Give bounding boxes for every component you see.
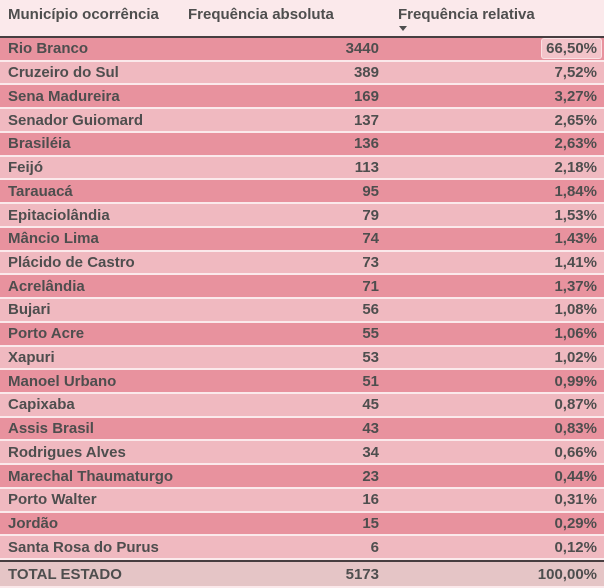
column-header-municipio-label: Município ocorrência — [8, 6, 159, 23]
cell-frequencia-relativa[interactable] — [381, 255, 604, 270]
cell-frequencia-absoluta[interactable]: 16 — [362, 491, 379, 509]
column-header-frequencia-relativa-label: Frequência relativa — [398, 6, 535, 23]
cell-frequencia-relativa-value[interactable]: 1,08% — [554, 301, 597, 319]
cell-municipio[interactable]: Porto Walter — [8, 491, 97, 509]
column-header-frequencia-relativa[interactable] — [381, 6, 604, 31]
cell-frequencia-relativa-value[interactable]: 2,63% — [554, 135, 597, 153]
cell-municipio[interactable]: Marechal Thaumaturgo — [8, 467, 174, 485]
table-row[interactable] — [0, 109, 604, 131]
cell-frequencia-relativa[interactable] — [381, 326, 604, 341]
cell-municipio[interactable]: Mâncio Lima — [8, 230, 99, 248]
cell-frequencia-absoluta[interactable]: 6 — [370, 538, 379, 556]
table-row[interactable] — [0, 62, 604, 84]
total-label: TOTAL ESTADO — [8, 565, 122, 583]
cell-frequencia-relativa[interactable] — [381, 469, 604, 484]
cell-municipio[interactable]: Tarauacá — [8, 182, 73, 200]
table-row[interactable] — [0, 275, 604, 297]
cell-frequencia-absoluta[interactable]: 73 — [362, 253, 379, 271]
table-row[interactable] — [0, 370, 604, 392]
cell-frequencia-relativa[interactable] — [381, 136, 604, 151]
table-row[interactable] — [0, 465, 604, 487]
cell-municipio[interactable]: Epitaciolândia — [8, 206, 110, 224]
table-body — [0, 36, 604, 588]
cell-municipio[interactable]: Sena Madureira — [8, 87, 120, 105]
cell-frequencia-absoluta[interactable]: 389 — [353, 64, 379, 82]
table-row[interactable] — [0, 204, 604, 226]
cell-municipio[interactable]: Assis Brasil — [8, 420, 94, 438]
table-row[interactable] — [0, 252, 604, 274]
cell-frequencia-relativa-value[interactable]: 2,18% — [554, 159, 597, 177]
cell-frequencia-relativa-value[interactable]: 1,37% — [554, 277, 597, 295]
table-row[interactable] — [0, 441, 604, 463]
cell-municipio[interactable]: Cruzeiro do Sul — [8, 64, 119, 82]
cell-frequencia-relativa-value[interactable]: 2,65% — [554, 111, 597, 129]
cell-frequencia-relativa-value[interactable]: 66,50% — [542, 39, 601, 58]
cell-frequencia-relativa-value[interactable]: 7,52% — [554, 64, 597, 82]
cell-frequencia-relativa[interactable] — [381, 492, 604, 507]
cell-municipio[interactable]: Manoel Urbano — [8, 372, 117, 390]
cell-frequencia-absoluta[interactable]: 53 — [362, 348, 379, 366]
cell-frequencia-relativa-value[interactable]: 1,06% — [554, 325, 597, 343]
table-row[interactable] — [0, 394, 604, 416]
cell-frequencia-relativa[interactable] — [381, 89, 604, 104]
cell-municipio[interactable]: Capixaba — [8, 396, 75, 414]
cell-frequencia-relativa-value[interactable]: 0,87% — [554, 396, 597, 414]
cell-municipio[interactable]: Plácido de Castro — [8, 253, 135, 271]
cell-frequencia-relativa[interactable] — [381, 39, 604, 58]
table-row[interactable] — [0, 180, 604, 202]
table-row[interactable] — [0, 536, 604, 558]
column-header-frequencia-absoluta[interactable] — [185, 6, 381, 23]
cell-municipio[interactable]: Acrelândia — [8, 277, 85, 295]
table-row[interactable] — [0, 133, 604, 155]
cell-frequencia-absoluta[interactable]: 43 — [362, 420, 379, 438]
cell-municipio[interactable]: Rodrigues Alves — [8, 443, 126, 461]
cell-frequencia-relativa-value[interactable]: 1,43% — [554, 230, 597, 248]
cell-frequencia-relativa-value[interactable]: 0,66% — [554, 443, 597, 461]
cell-frequencia-relativa[interactable] — [381, 65, 604, 80]
table-row[interactable] — [0, 489, 604, 511]
table-row[interactable] — [0, 323, 604, 345]
table-row[interactable] — [0, 38, 604, 60]
cell-frequencia-absoluta[interactable]: 74 — [362, 230, 379, 248]
sort-descending-icon[interactable] — [399, 26, 407, 31]
cell-frequencia-absoluta[interactable]: 56 — [362, 301, 379, 319]
column-header-municipio[interactable] — [0, 6, 185, 23]
cell-frequencia-relativa-value[interactable]: 0,44% — [554, 467, 597, 485]
cell-frequencia-relativa[interactable] — [381, 350, 604, 365]
table-row[interactable] — [0, 299, 604, 321]
cell-frequencia-relativa[interactable] — [381, 374, 604, 389]
cell-frequencia-relativa-value[interactable]: 0,99% — [554, 372, 597, 390]
cell-frequencia-relativa-value[interactable]: 1,84% — [554, 182, 597, 200]
cell-frequencia-absoluta[interactable]: 45 — [362, 396, 379, 414]
table-row[interactable] — [0, 85, 604, 107]
cell-frequencia-absoluta[interactable]: 137 — [353, 111, 379, 129]
cell-frequencia-relativa[interactable] — [381, 421, 604, 436]
cell-frequencia-relativa-value[interactable]: 0,31% — [554, 491, 597, 509]
cell-frequencia-absoluta[interactable]: 34 — [362, 443, 379, 461]
table-row[interactable] — [0, 157, 604, 179]
cell-municipio[interactable]: Feijó — [8, 159, 44, 177]
cell-frequencia-relativa-value[interactable]: 1,41% — [554, 253, 597, 271]
cell-frequencia-absoluta[interactable]: 169 — [353, 87, 379, 105]
cell-frequencia-relativa[interactable] — [381, 279, 604, 294]
column-header-frequencia-absoluta-label: Frequência absoluta — [188, 6, 334, 23]
cell-frequencia-absoluta[interactable]: 113 — [354, 159, 379, 177]
cell-frequencia-relativa[interactable] — [381, 160, 604, 175]
cell-frequencia-relativa[interactable] — [381, 231, 604, 246]
table-header — [0, 0, 604, 36]
cell-frequencia-absoluta[interactable]: 136 — [353, 135, 379, 153]
cell-municipio[interactable]: Jordão — [8, 515, 59, 533]
cell-municipio[interactable]: Senador Guiomard — [8, 111, 144, 129]
cell-frequencia-relativa-value[interactable]: 0,12% — [554, 538, 597, 556]
table-row[interactable] — [0, 418, 604, 440]
cell-municipio[interactable]: Porto Acre — [8, 325, 85, 343]
cell-frequencia-absoluta[interactable]: 15 — [362, 515, 379, 533]
cell-municipio[interactable]: Bujari — [8, 301, 51, 319]
cell-frequencia-relativa-value[interactable]: 0,83% — [554, 420, 597, 438]
total-frequencia-relativa: 100,00% — [537, 565, 597, 583]
cell-municipio[interactable]: Brasiléia — [8, 135, 71, 153]
cell-frequencia-relativa-value[interactable]: 3,27% — [554, 87, 597, 105]
cell-frequencia-absoluta[interactable]: 79 — [362, 206, 379, 224]
cell-frequencia-relativa[interactable] — [381, 540, 604, 555]
cell-frequencia-relativa[interactable] — [381, 445, 604, 460]
cell-frequencia-relativa[interactable] — [381, 516, 604, 531]
cell-frequencia-relativa[interactable] — [381, 184, 604, 199]
cell-municipio[interactable]: Santa Rosa do Purus — [8, 538, 159, 556]
cell-frequencia-absoluta[interactable]: 71 — [362, 277, 379, 295]
cell-frequencia-relativa[interactable] — [381, 113, 604, 128]
table-row[interactable] — [0, 513, 604, 535]
cell-frequencia-relativa-value[interactable]: 1,02% — [554, 348, 597, 366]
table-row[interactable] — [0, 347, 604, 369]
cell-frequencia-relativa-value[interactable]: 1,53% — [554, 206, 597, 224]
total-frequencia-absoluta: 5173 — [345, 565, 379, 583]
cell-municipio[interactable]: Xapuri — [8, 348, 55, 366]
cell-frequencia-relativa[interactable] — [381, 208, 604, 223]
cell-municipio[interactable]: Rio Branco — [8, 40, 89, 58]
table-row[interactable] — [0, 228, 604, 250]
cell-frequencia-absoluta[interactable]: 51 — [362, 372, 379, 390]
table-total-row — [0, 560, 604, 586]
cell-frequencia-absoluta[interactable]: 95 — [362, 182, 379, 200]
cell-frequencia-relativa-value[interactable]: 0,29% — [554, 515, 597, 533]
cell-frequencia-relativa[interactable] — [381, 397, 604, 412]
cell-frequencia-relativa[interactable] — [381, 302, 604, 317]
cell-frequencia-absoluta[interactable]: 23 — [362, 467, 379, 485]
cell-frequencia-absoluta[interactable]: 3440 — [345, 40, 379, 58]
cell-frequencia-absoluta[interactable]: 55 — [362, 325, 379, 343]
